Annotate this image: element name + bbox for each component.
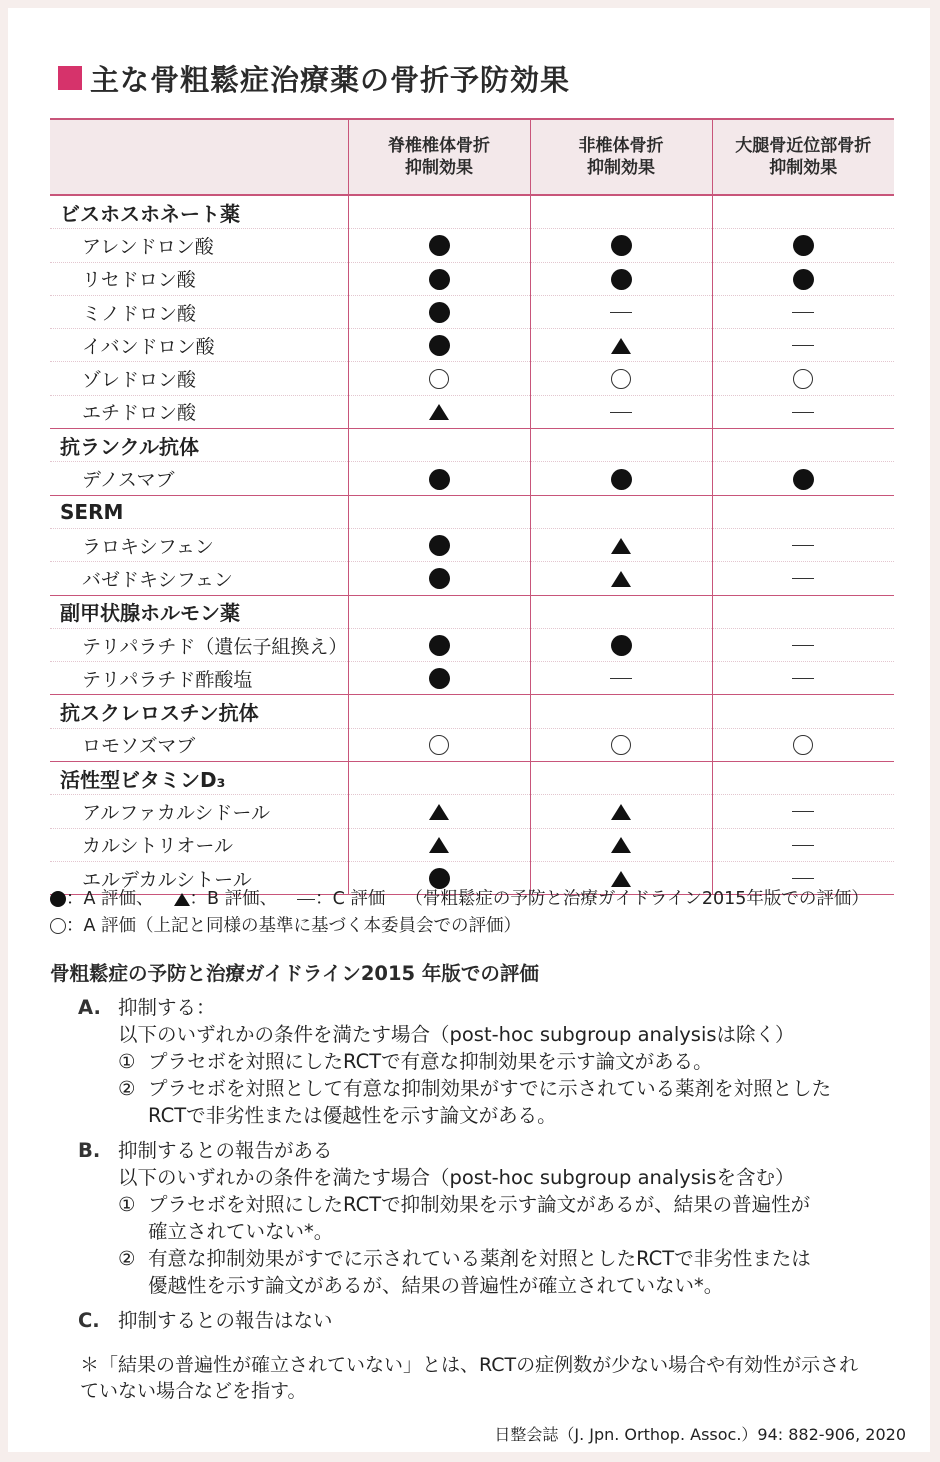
criteria-item [118, 1075, 898, 1129]
drug-name: バゼドキシフェン [50, 562, 348, 595]
criteria-body [118, 1021, 898, 1129]
triangle-icon [174, 893, 190, 906]
empty-cell [712, 495, 894, 528]
criteria-block [78, 994, 898, 1129]
rating-cell [712, 628, 894, 661]
rating-cell [712, 528, 894, 561]
drug-row [50, 329, 894, 362]
legend-a: ：A 評価、 [66, 889, 154, 909]
criteria-condition: 以下のいずれかの条件を満たす場合（post-hoc subgroup analysisは除く） [118, 1023, 795, 1046]
triangle-icon [611, 804, 631, 820]
dash-icon [792, 811, 814, 812]
rating-cell [530, 828, 712, 861]
category-label: 活性型ビタミンD₃ [50, 762, 348, 795]
filled-circle-icon [429, 635, 450, 656]
criteria-heading: 骨粗鬆症の予防と治療ガイドライン2015 年版での評価 [50, 962, 539, 985]
dash-icon [792, 412, 814, 413]
drug-row [50, 262, 894, 295]
category-row [50, 429, 894, 462]
rating-cell [348, 329, 530, 362]
rating-cell [348, 728, 530, 761]
drug-row [50, 562, 894, 595]
drug-name: アレンドロン酸 [50, 229, 348, 262]
drug-name: テリパラチド酢酸塩 [50, 662, 348, 695]
dash-icon [610, 312, 632, 313]
drug-name: ロモソズマブ [50, 728, 348, 761]
category-label: 副甲状腺ホルモン薬 [50, 595, 348, 628]
header-vertebral: 脊椎椎体骨折 抑制効果 [348, 119, 530, 195]
rating-cell [712, 329, 894, 362]
criteria-body [118, 1164, 898, 1299]
empty-cell [348, 195, 530, 229]
table-body [50, 195, 894, 895]
legend [50, 886, 869, 940]
criteria-item-text: 有意な抑制効果がすでに示されている薬剤を対照としたRCTで非劣性または 優越性を示す論文があるが、結果の普遍性が確立されていない*。 [148, 1247, 811, 1297]
drug-row [50, 462, 894, 495]
criteria-block [78, 1137, 898, 1299]
criteria-item-number: ② [118, 1247, 136, 1270]
rating-cell [348, 262, 530, 295]
filled-circle-icon [429, 469, 450, 490]
rating-cell [712, 795, 894, 828]
triangle-icon [611, 538, 631, 554]
rating-cell [712, 562, 894, 595]
category-row [50, 595, 894, 628]
rating-cell [530, 262, 712, 295]
filled-circle-icon [793, 269, 814, 290]
criteria-item-number: ② [118, 1077, 136, 1100]
category-label: 抗ランクル抗体 [50, 429, 348, 462]
filled-circle-icon [429, 235, 450, 256]
criteria-head [78, 994, 898, 1021]
filled-circle-icon [50, 891, 66, 907]
rating-cell [348, 828, 530, 861]
drug-name: アルファカルシドール [50, 795, 348, 828]
dash-icon [792, 345, 814, 346]
legend-line-1 [50, 886, 869, 913]
empty-cell [712, 695, 894, 728]
drug-row [50, 728, 894, 761]
criteria-letter: C. [78, 1309, 100, 1332]
title-square-icon [58, 66, 82, 90]
empty-cell [712, 762, 894, 795]
rating-cell [348, 229, 530, 262]
legend-open: ：A 評価（上記と同様の基準に基づく本委員会での評価） [66, 916, 522, 936]
criteria-head [78, 1137, 898, 1164]
fracture-prevention-table [50, 118, 894, 895]
rating-cell [348, 562, 530, 595]
rating-cell [530, 562, 712, 595]
open-circle-icon [50, 918, 66, 934]
criteria-item [118, 1191, 898, 1245]
drug-name: エルデカルシトール [50, 861, 348, 894]
empty-cell [530, 762, 712, 795]
empty-cell [530, 495, 712, 528]
triangle-icon [611, 338, 631, 354]
triangle-icon [429, 404, 449, 420]
rating-cell [712, 362, 894, 395]
criteria-item [118, 1245, 898, 1299]
rating-cell [348, 295, 530, 328]
page-title-text: 主な骨粗鬆症治療薬の骨折予防効果 [90, 62, 571, 97]
open-circle-icon [793, 369, 813, 389]
page-title [58, 58, 570, 98]
empty-cell [530, 595, 712, 628]
drug-row [50, 229, 894, 262]
drug-row [50, 828, 894, 861]
triangle-icon [611, 571, 631, 587]
drug-name: カルシトリオール [50, 828, 348, 861]
category-label: SERM [50, 495, 348, 528]
open-circle-icon [429, 369, 449, 389]
rating-cell [712, 828, 894, 861]
criteria-list [78, 994, 898, 1342]
criteria-item [118, 1048, 898, 1075]
filled-circle-icon [429, 535, 450, 556]
filled-circle-icon [611, 235, 632, 256]
drug-name: イバンドロン酸 [50, 329, 348, 362]
drug-name: エチドロン酸 [50, 395, 348, 428]
dash-icon [792, 845, 814, 846]
category-row [50, 762, 894, 795]
filled-circle-icon [793, 235, 814, 256]
rating-cell [530, 628, 712, 661]
dash-icon [792, 645, 814, 646]
criteria-head [78, 1307, 898, 1334]
filled-circle-icon [429, 668, 450, 689]
empty-cell [348, 429, 530, 462]
citation: 日整会誌（J. Jpn. Orthop. Assoc.）94: 882-906, 2020 [494, 1425, 906, 1444]
rating-cell [530, 229, 712, 262]
criteria-condition: 以下のいずれかの条件を満たす場合（post-hoc subgroup analysisを含む） [118, 1166, 795, 1189]
rating-cell [712, 395, 894, 428]
category-label: 抗スクレロスチン抗体 [50, 695, 348, 728]
triangle-icon [611, 871, 631, 887]
drug-row [50, 795, 894, 828]
dash-icon [297, 899, 315, 900]
header-drug [50, 119, 348, 195]
filled-circle-icon [429, 568, 450, 589]
drug-row [50, 295, 894, 328]
category-label: ビスホスホネート薬 [50, 195, 348, 229]
triangle-icon [429, 837, 449, 853]
criteria-item-number: ① [118, 1193, 136, 1216]
open-circle-icon [611, 735, 631, 755]
legend-b: ：B 評価、 [189, 889, 278, 909]
rating-cell [348, 795, 530, 828]
empty-cell [348, 595, 530, 628]
criteria-block [78, 1307, 898, 1334]
criteria-item-number: ① [118, 1050, 136, 1073]
category-row [50, 195, 894, 229]
drug-name: ラロキシフェン [50, 528, 348, 561]
rating-cell [348, 528, 530, 561]
criteria-title: 抑制する： [118, 996, 216, 1019]
empty-cell [530, 695, 712, 728]
rating-cell [530, 329, 712, 362]
drug-row [50, 528, 894, 561]
open-circle-icon [611, 369, 631, 389]
rating-cell [712, 462, 894, 495]
empty-cell [712, 429, 894, 462]
rating-cell [348, 395, 530, 428]
criteria-letter: B. [78, 1139, 101, 1162]
drug-name: テリパラチド（遺伝子組換え） [50, 628, 348, 661]
rating-cell [348, 362, 530, 395]
open-circle-icon [793, 735, 813, 755]
filled-circle-icon [611, 469, 632, 490]
drug-name: リセドロン酸 [50, 262, 348, 295]
rating-cell [712, 662, 894, 695]
filled-circle-icon [429, 302, 450, 323]
filled-circle-icon [429, 335, 450, 356]
rating-cell [712, 295, 894, 328]
empty-cell [530, 195, 712, 229]
filled-circle-icon [429, 269, 450, 290]
drug-name: ミノドロン酸 [50, 295, 348, 328]
empty-cell [712, 195, 894, 229]
dash-icon [792, 312, 814, 313]
dash-icon [610, 412, 632, 413]
header-hip: 大腿骨近位部骨折 抑制効果 [712, 119, 894, 195]
empty-cell [348, 495, 530, 528]
rating-cell [530, 462, 712, 495]
rating-cell [712, 229, 894, 262]
triangle-icon [611, 837, 631, 853]
rating-cell [530, 728, 712, 761]
empty-cell [530, 429, 712, 462]
rating-cell [712, 262, 894, 295]
filled-circle-icon [611, 269, 632, 290]
legend-c: ：C 評価 [315, 889, 386, 909]
drug-row [50, 662, 894, 695]
rating-cell [712, 728, 894, 761]
dash-icon [792, 545, 814, 546]
drug-name: デノスマブ [50, 462, 348, 495]
rating-cell [348, 462, 530, 495]
dash-icon [792, 878, 814, 879]
drug-row [50, 395, 894, 428]
legend-line-2 [50, 913, 869, 940]
empty-cell [348, 762, 530, 795]
dash-icon [610, 678, 632, 679]
triangle-icon [429, 804, 449, 820]
open-circle-icon [429, 735, 449, 755]
category-row [50, 495, 894, 528]
rating-cell [348, 662, 530, 695]
rating-cell [530, 528, 712, 561]
rating-cell [530, 362, 712, 395]
criteria-item-text: プラセボを対照にしたRCTで抑制効果を示す論文があるが、結果の普遍性が 確立されていない*。 [148, 1193, 811, 1243]
criteria-title: 抑制するとの報告はない [118, 1309, 333, 1332]
drug-row [50, 362, 894, 395]
rating-cell [530, 295, 712, 328]
header-nonvertebral: 非椎体骨折 抑制効果 [530, 119, 712, 195]
empty-cell [348, 695, 530, 728]
rating-cell [530, 662, 712, 695]
footnote: ＊「結果の普遍性が確立されていない」とは、RCTの症例数が少ない場合や有効性が示され ていない場合などを指す。 [80, 1354, 859, 1402]
legend-note: （骨粗鬆症の予防と治療ガイドライン2015年版での評価） [405, 889, 869, 909]
criteria-item-text: プラセボを対照として有意な抑制効果がすでに示されている薬剤を対照とした RCTで非劣性または優越性を示す論文がある。 [148, 1077, 832, 1127]
drug-row [50, 628, 894, 661]
criteria-title: 抑制するとの報告がある [118, 1139, 333, 1162]
category-row [50, 695, 894, 728]
criteria-letter: A. [78, 996, 101, 1019]
filled-circle-icon [611, 635, 632, 656]
drug-name: ゾレドロン酸 [50, 362, 348, 395]
rating-cell [348, 628, 530, 661]
dash-icon [792, 578, 814, 579]
dash-icon [792, 678, 814, 679]
empty-cell [712, 595, 894, 628]
criteria-item-text: プラセボを対照にしたRCTで有意な抑制効果を示す論文がある。 [148, 1050, 713, 1073]
rating-cell [530, 795, 712, 828]
table-header-row [50, 119, 894, 195]
rating-cell [530, 395, 712, 428]
filled-circle-icon [793, 469, 814, 490]
